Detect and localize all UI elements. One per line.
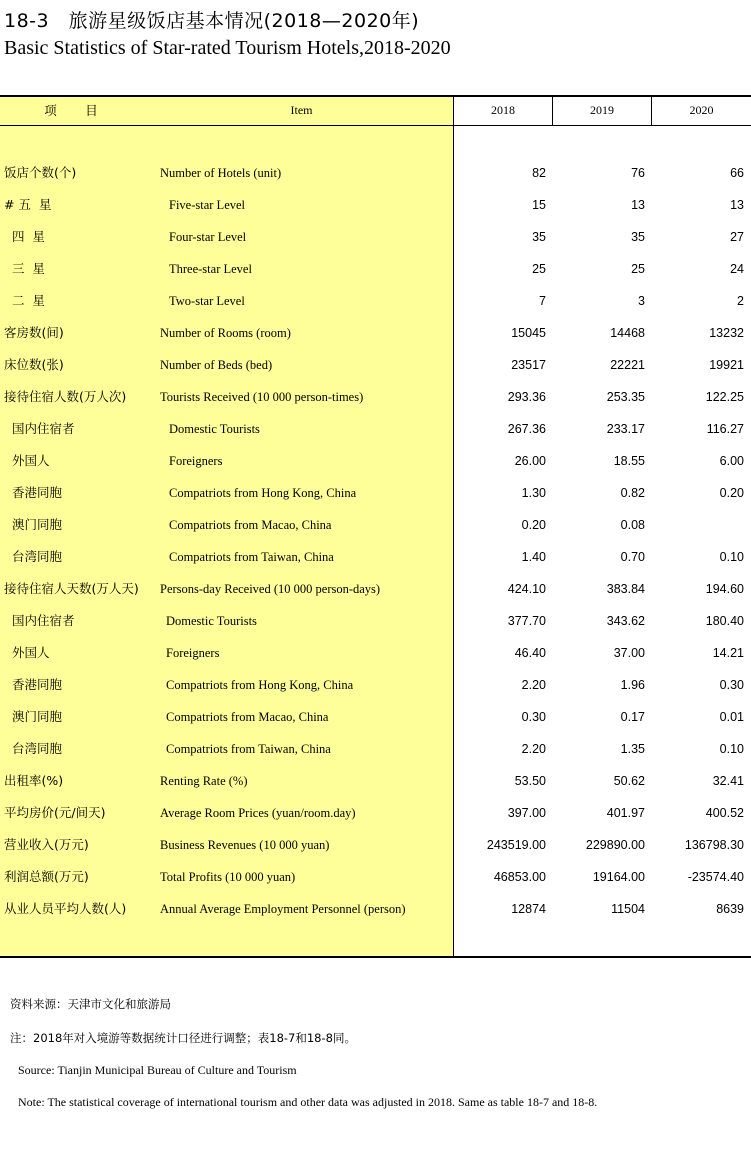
value-2019: 401.97 bbox=[606, 806, 645, 820]
value-2018: 35 bbox=[532, 230, 546, 244]
value-2020: 0.10 bbox=[719, 550, 744, 564]
value-2020: 13232 bbox=[709, 326, 744, 340]
page-title-en: Basic Statistics of Star-rated Tourism Hotels,2018-2020 bbox=[4, 37, 451, 59]
value-2020: 8639 bbox=[716, 902, 744, 916]
row-label-en: Total Profits (10 000 yuan) bbox=[160, 870, 296, 884]
table-row bbox=[0, 669, 751, 701]
row-label-en: Annual Average Employment Personnel (person) bbox=[160, 902, 406, 916]
value-2019: 383.84 bbox=[606, 582, 645, 596]
value-2019: 18.55 bbox=[613, 454, 645, 468]
table-row bbox=[0, 893, 751, 925]
row-label-en: Average Room Prices (yuan/room.day) bbox=[160, 806, 356, 820]
value-2020: 122.25 bbox=[705, 390, 744, 404]
table-row bbox=[0, 509, 751, 541]
value-2018: 23517 bbox=[511, 358, 546, 372]
row-label-cn: 床位数(张) bbox=[4, 357, 64, 372]
row-label-en: Number of Hotels (unit) bbox=[160, 166, 282, 180]
row-label-en: Compatriots from Taiwan, China bbox=[169, 550, 334, 564]
value-2019: 22221 bbox=[610, 358, 645, 372]
row-label-cn: 外国人 bbox=[4, 645, 50, 660]
table-row bbox=[0, 317, 751, 349]
value-2018: 15 bbox=[532, 198, 546, 212]
row-label-cn: 接待住宿人数(万人次) bbox=[4, 389, 127, 404]
source-note-en: Source: Tianjin Municipal Bureau of Culture and Tourism bbox=[18, 1063, 297, 1077]
value-2019: 233.17 bbox=[606, 422, 645, 436]
table-row bbox=[0, 541, 751, 573]
row-label-cn: 营业收入(万元) bbox=[4, 837, 89, 852]
value-2019: 0.08 bbox=[620, 518, 645, 532]
table-row bbox=[0, 189, 751, 221]
table-row bbox=[0, 413, 751, 445]
value-2020: -23574.40 bbox=[687, 870, 744, 884]
value-2018: 424.10 bbox=[507, 582, 546, 596]
value-2019: 37.00 bbox=[613, 646, 645, 660]
row-label-en: Four-star Level bbox=[169, 230, 247, 244]
value-2019: 229890.00 bbox=[585, 838, 645, 852]
table-row bbox=[0, 733, 751, 765]
row-label-en: Number of Beds (bed) bbox=[160, 358, 273, 372]
value-2018: 25 bbox=[532, 262, 546, 276]
value-2018: 53.50 bbox=[514, 774, 546, 788]
header-year-2018: 2018 bbox=[491, 102, 515, 117]
value-2020: 0.01 bbox=[719, 710, 744, 724]
value-2020: 400.52 bbox=[705, 806, 744, 820]
value-2018: 26.00 bbox=[514, 454, 546, 468]
table-row bbox=[0, 765, 751, 797]
value-2020: 27 bbox=[730, 230, 744, 244]
value-2020: 13 bbox=[730, 198, 744, 212]
table-row bbox=[0, 701, 751, 733]
statistics-table bbox=[0, 95, 751, 958]
row-label-en: Domestic Tourists bbox=[169, 422, 260, 436]
value-2018: 397.00 bbox=[507, 806, 546, 820]
value-2018: 1.30 bbox=[521, 486, 546, 500]
value-2018: 82 bbox=[532, 166, 546, 180]
value-2018: 1.40 bbox=[521, 550, 546, 564]
row-label-en: Tourists Received (10 000 person-times) bbox=[160, 390, 364, 404]
adjustment-note-en: Note: The statistical coverage of international tourism and other data was adjusted in 2018. Same as table 18-7 and 18-8. bbox=[18, 1095, 598, 1109]
value-2018: 2.20 bbox=[521, 678, 546, 692]
row-label-cn: 从业人员平均人数(人) bbox=[4, 901, 127, 916]
value-2020: 32.41 bbox=[712, 774, 744, 788]
value-2019: 1.96 bbox=[620, 678, 645, 692]
row-label-cn: 外国人 bbox=[4, 453, 50, 468]
row-label-cn: 饭店个数(个) bbox=[4, 165, 77, 180]
value-2018: 0.20 bbox=[521, 518, 546, 532]
row-label-cn: 接待住宿人天数(万人天) bbox=[4, 581, 139, 596]
value-2018: 46853.00 bbox=[493, 870, 546, 884]
header-year-2019: 2019 bbox=[590, 102, 614, 117]
table-row bbox=[0, 861, 751, 893]
header-item-cn: 项 目 bbox=[44, 103, 106, 118]
value-2018: 15045 bbox=[511, 326, 546, 340]
row-label-cn: 四 星 bbox=[4, 229, 45, 244]
row-label-cn: 国内住宿者 bbox=[4, 421, 75, 436]
value-2019: 76 bbox=[631, 166, 645, 180]
value-2019: 25 bbox=[631, 262, 645, 276]
value-2019: 3 bbox=[638, 294, 645, 308]
value-2020: 0.10 bbox=[719, 742, 744, 756]
value-2019: 13 bbox=[631, 198, 645, 212]
row-label-en: Two-star Level bbox=[169, 294, 245, 308]
row-label-cn: 国内住宿者 bbox=[4, 613, 75, 628]
table-bottom-rule bbox=[0, 956, 751, 958]
adjustment-note-cn: 注：2018年对入境游等数据统计口径进行调整；表18-7和18-8同。 bbox=[10, 1031, 356, 1045]
row-label-cn: 出租率(%) bbox=[4, 773, 64, 788]
row-label-en: Compatriots from Macao, China bbox=[169, 518, 332, 532]
value-2020: 0.30 bbox=[719, 678, 744, 692]
value-2019: 19164.00 bbox=[592, 870, 645, 884]
value-2020: 180.40 bbox=[705, 614, 744, 628]
value-2020: 136798.30 bbox=[684, 838, 744, 852]
value-2020: 66 bbox=[730, 166, 744, 180]
value-2020: 116.27 bbox=[706, 422, 744, 436]
table-row bbox=[0, 349, 751, 381]
row-label-en: Renting Rate (%) bbox=[160, 774, 248, 788]
row-label-cn: 台湾同胞 bbox=[4, 549, 62, 564]
value-2018: 267.36 bbox=[507, 422, 546, 436]
value-2018: 0.30 bbox=[521, 710, 546, 724]
row-label-en: Domestic Tourists bbox=[166, 614, 257, 628]
value-2019: 35 bbox=[631, 230, 645, 244]
value-2018: 12874 bbox=[511, 902, 546, 916]
value-2019: 14468 bbox=[610, 326, 645, 340]
row-label-en: Foreigners bbox=[169, 454, 223, 468]
value-2020: 14.21 bbox=[712, 646, 744, 660]
source-note-cn: 资料来源：天津市文化和旅游局 bbox=[10, 997, 171, 1011]
row-label-en: Foreigners bbox=[166, 646, 220, 660]
value-2020 bbox=[644, 509, 744, 541]
value-2019: 0.17 bbox=[620, 710, 645, 724]
row-label-en: Compatriots from Hong Kong, China bbox=[166, 678, 354, 692]
table-row bbox=[0, 285, 751, 317]
table-row bbox=[0, 797, 751, 829]
value-2018: 46.40 bbox=[514, 646, 546, 660]
value-2020: 2 bbox=[737, 294, 744, 308]
table-row bbox=[0, 829, 751, 861]
row-label-cn: 客房数(间) bbox=[4, 325, 64, 340]
table-row bbox=[0, 477, 751, 509]
value-2019: 0.70 bbox=[620, 550, 645, 564]
value-2018: 7 bbox=[539, 294, 546, 308]
value-2018: 243519.00 bbox=[486, 838, 546, 852]
row-label-en: Persons-day Received (10 000 person-days) bbox=[160, 582, 381, 596]
table-row bbox=[0, 573, 751, 605]
row-label-en: Business Revenues (10 000 yuan) bbox=[160, 838, 330, 852]
value-2020: 194.60 bbox=[705, 582, 744, 596]
header-item-en: Item bbox=[290, 102, 313, 117]
value-2020: 19921 bbox=[709, 358, 744, 372]
page-title-cn: 18-3 旅游星级饭店基本情况(2018—2020年) bbox=[4, 10, 420, 32]
value-2018: 293.36 bbox=[507, 390, 546, 404]
table-row bbox=[0, 253, 751, 285]
row-label-cn: 二 星 bbox=[4, 293, 45, 308]
row-label-en: Compatriots from Taiwan, China bbox=[166, 742, 331, 756]
value-2019: 0.82 bbox=[620, 486, 645, 500]
value-2020: 0.20 bbox=[719, 486, 744, 500]
row-label-cn: 台湾同胞 bbox=[4, 741, 62, 756]
row-label-cn: 澳门同胞 bbox=[4, 709, 62, 724]
value-2018: 377.70 bbox=[507, 614, 546, 628]
row-label-cn: 香港同胞 bbox=[4, 485, 62, 500]
table-row bbox=[0, 605, 751, 637]
table-row bbox=[0, 445, 751, 477]
row-label-cn: 利润总额(万元) bbox=[4, 869, 89, 884]
header-year-2020: 2020 bbox=[689, 102, 714, 117]
row-label-cn: # 五 星 bbox=[4, 197, 52, 212]
row-label-en: Five-star Level bbox=[169, 198, 246, 212]
table-row bbox=[0, 157, 751, 189]
value-2019: 1.35 bbox=[620, 742, 645, 756]
value-2019: 50.62 bbox=[613, 774, 645, 788]
table-row bbox=[0, 381, 751, 413]
value-2019: 343.62 bbox=[606, 614, 645, 628]
row-label-cn: 香港同胞 bbox=[4, 677, 62, 692]
row-label-en: Compatriots from Hong Kong, China bbox=[169, 486, 357, 500]
row-label-en: Number of Rooms (room) bbox=[160, 326, 291, 340]
row-label-en: Three-star Level bbox=[169, 262, 252, 276]
value-2019: 253.35 bbox=[606, 390, 645, 404]
row-label-en: Compatriots from Macao, China bbox=[166, 710, 329, 724]
row-label-cn: 澳门同胞 bbox=[4, 517, 62, 532]
value-2019: 11504 bbox=[611, 902, 645, 916]
table-row bbox=[0, 637, 751, 669]
table-row bbox=[0, 221, 751, 253]
row-label-cn: 平均房价(元/间天) bbox=[4, 805, 106, 820]
value-2020: 24 bbox=[730, 262, 744, 276]
value-2018: 2.20 bbox=[521, 742, 546, 756]
row-label-cn: 三 星 bbox=[4, 261, 45, 276]
value-2020: 6.00 bbox=[719, 454, 744, 468]
